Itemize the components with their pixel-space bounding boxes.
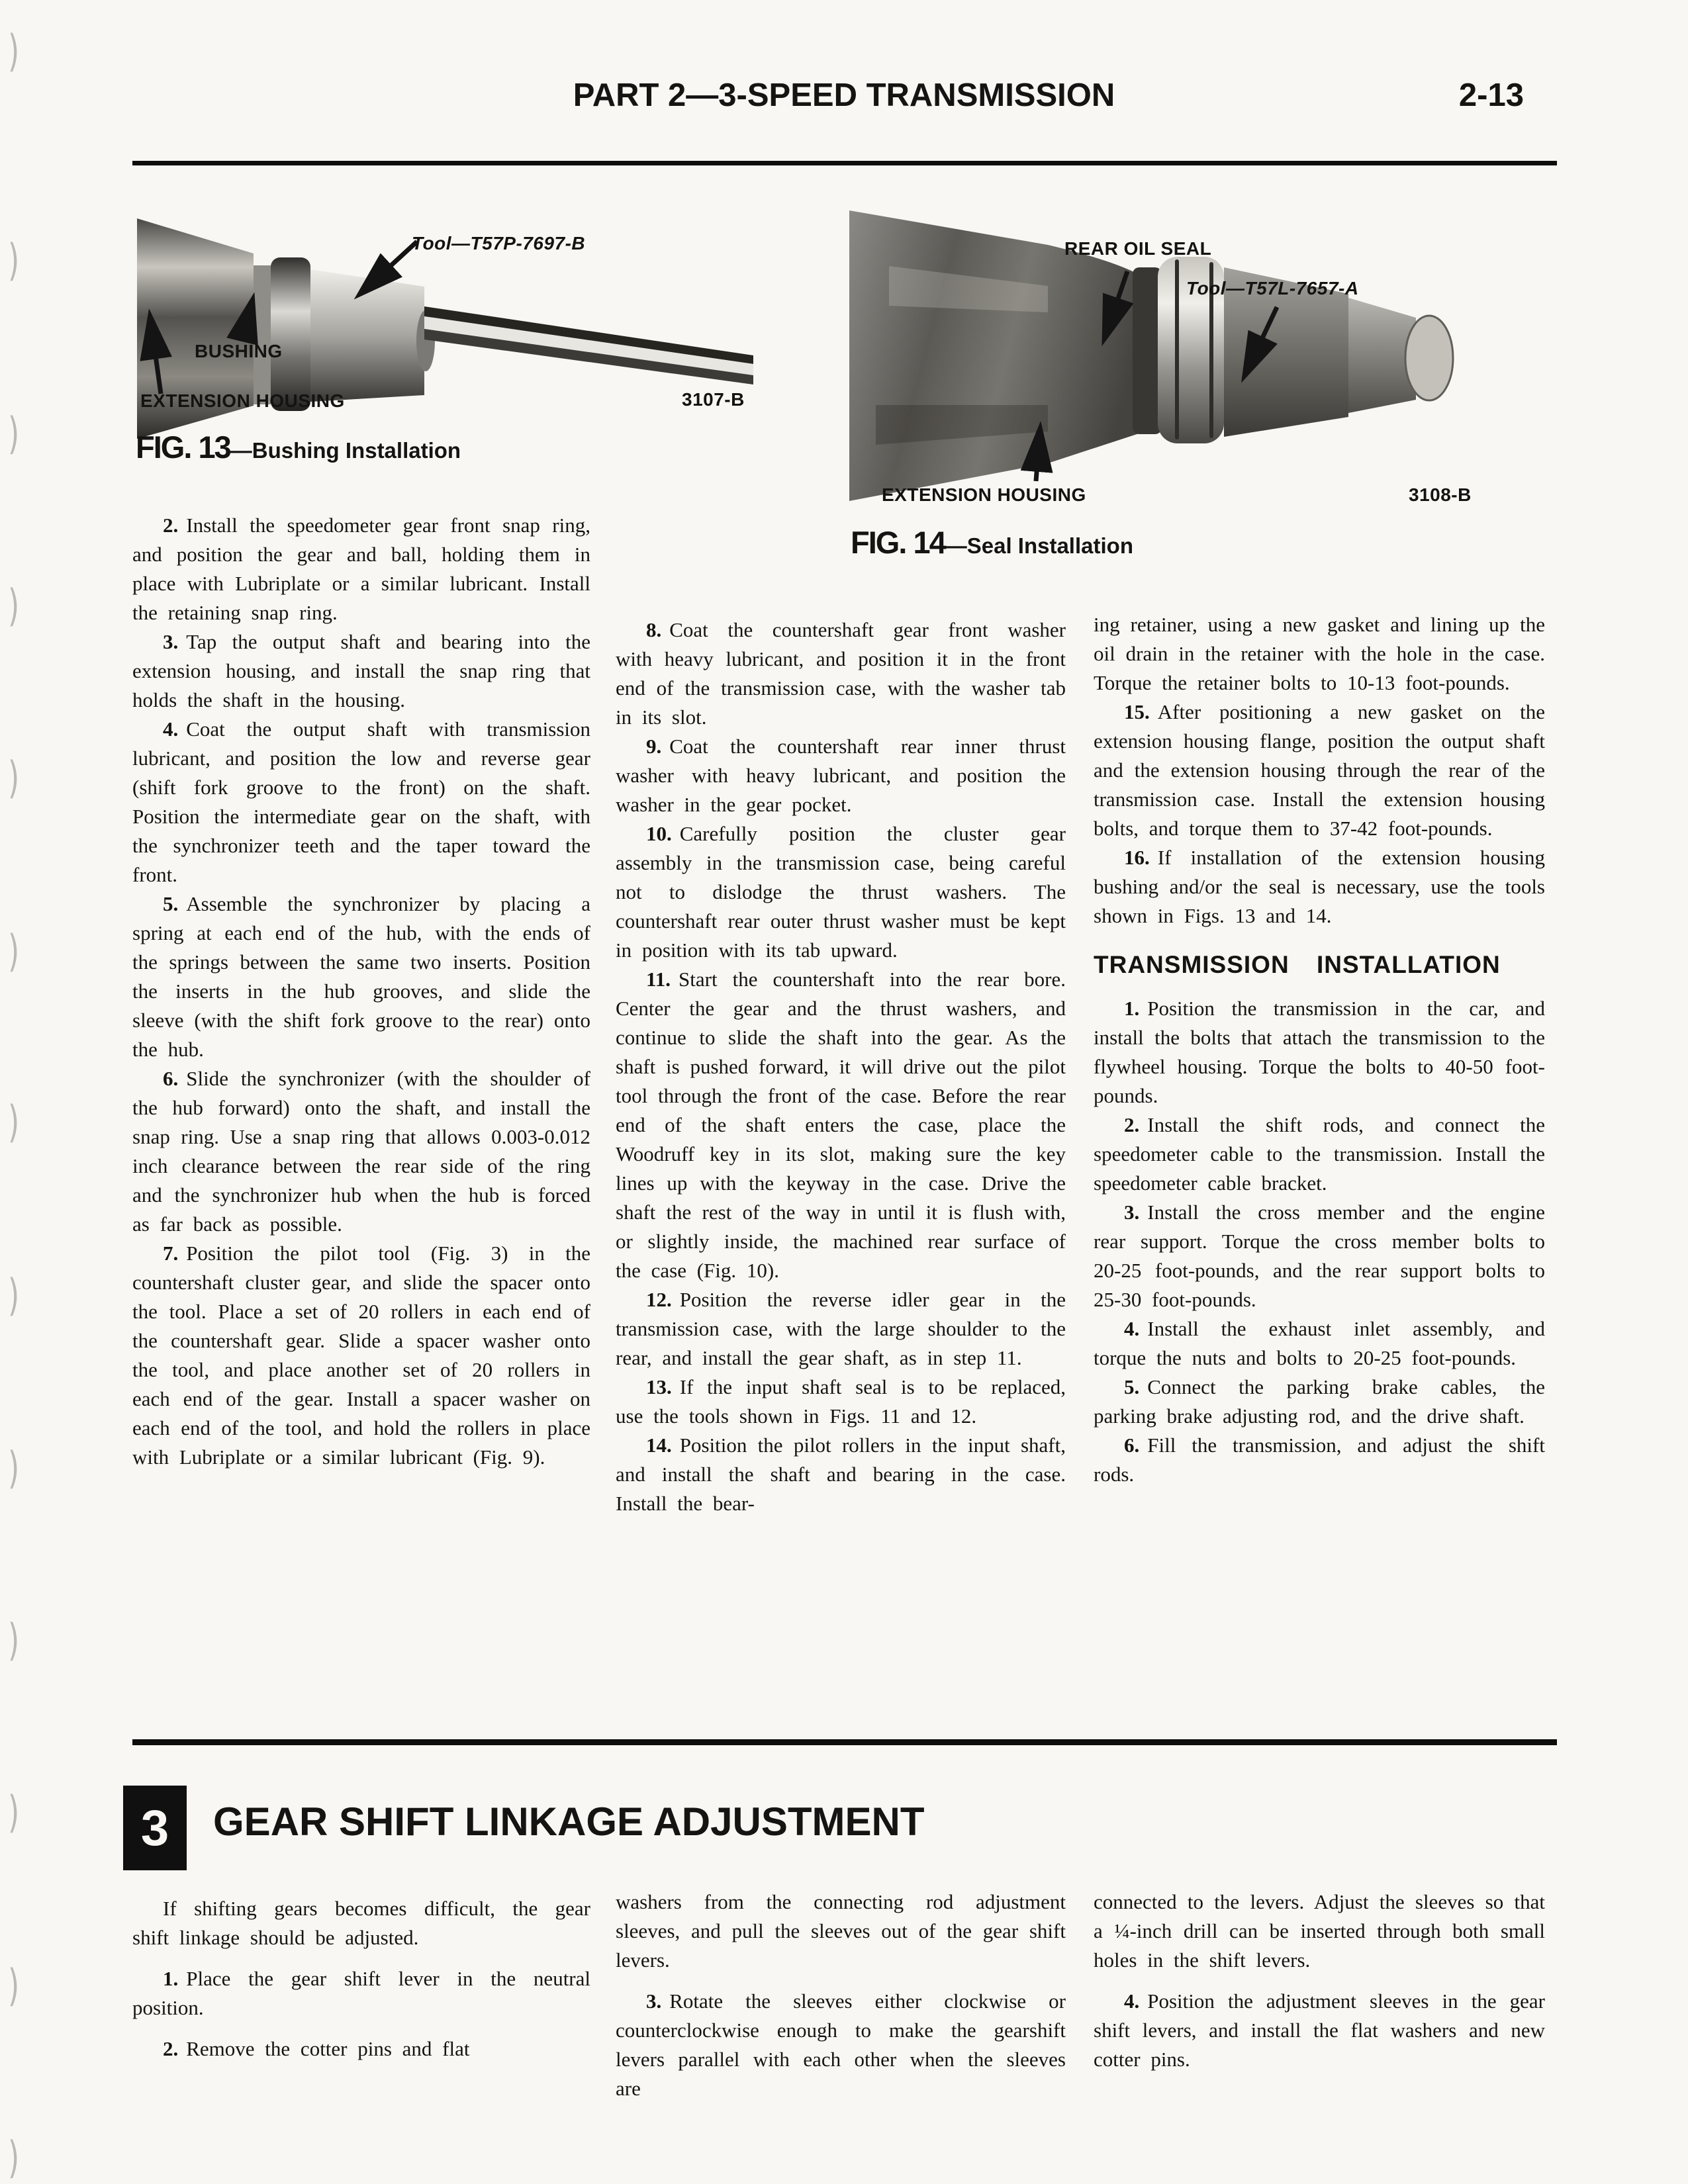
step-text: ing retainer, using a new gasket and lining up the oil drain in the retainer with the hole in the case. Torque the retainer bolts to 10-13 foot-pounds.: [1094, 613, 1545, 694]
step-text: Install the shift rods, and connect the speedometer cable to the transmission. Install the speedometer cable bracket.: [1094, 1113, 1545, 1195]
step-text: Start the countershaft into the rear bore. Center the gear and the thrust washers, and continue to slide the shaft into the gear. As the shaft is pushed forward, it will drive out the pilot tool through the front of the case. Before the rear end of the shaft enters the case, place the Woodruff key in its slot, making sure the key lines up with the keyway in the case. Drive the shaft the rest of the way in until it is flush with, or slightly inside, the machined rear surface of the case (Fig. 10).: [616, 968, 1066, 1282]
step-paragraph: [132, 1964, 590, 2023]
step-number: 8.: [646, 618, 662, 641]
figure-13-caption: [136, 429, 461, 465]
step-number: 7.: [163, 1242, 179, 1265]
binding-mark: ): [8, 235, 20, 286]
figure-13-title: —Bushing Installation: [230, 438, 461, 463]
step-text: Fill the transmission, and adjust the shift rods.: [1094, 1433, 1545, 1486]
step-number: 10.: [646, 822, 672, 845]
step-text: connected to the levers. Adjust the sleeves so that a ¼-inch drill can be inserted through both small holes in the shift levers.: [1094, 1890, 1545, 1972]
binding-mark: ): [8, 580, 20, 631]
tool-shaft-shape: [424, 306, 753, 385]
binding-mark: ): [8, 26, 20, 77]
figure-14-caption: [851, 524, 1133, 561]
step-number: 11.: [646, 968, 671, 991]
step-paragraph: [616, 1987, 1066, 2103]
step-number: 4.: [1124, 1317, 1140, 1340]
binding-mark: ): [8, 408, 20, 459]
step-text: If installation of the extension housing bushing and/or the seal is necessary, use the tools shown in Figs. 13 and 14.: [1094, 846, 1545, 927]
step-text: Coat the countershaft rear inner thrust washer with heavy lubricant, and position the washer in the gear pocket.: [616, 735, 1066, 816]
figure-14-number: FIG. 14: [851, 525, 945, 560]
step-number: 2.: [163, 514, 179, 537]
header-rule: [132, 161, 1557, 165]
step-number: 3.: [163, 630, 179, 653]
step-number: 13.: [646, 1375, 672, 1398]
step-text: Tap the output shaft and bearing into the extension housing, and install the snap ring that holds the shaft in the housing.: [132, 630, 590, 711]
step-paragraph: [132, 1894, 590, 1952]
step-paragraph: [132, 511, 590, 627]
step-number: 1.: [163, 1967, 179, 1990]
figure-13-number: FIG. 13: [136, 430, 230, 465]
column-bottom-right: [1094, 1888, 1545, 2086]
step-paragraph: [1094, 698, 1545, 843]
figure-13-bushing-label: BUSHING: [195, 341, 283, 361]
section-number-box: 3: [123, 1786, 187, 1870]
page-title: PART 2—3-SPEED TRANSMISSION: [573, 77, 1115, 113]
step-number: 2.: [1124, 1113, 1140, 1136]
column-top-right: [1094, 610, 1545, 1489]
driver-collar-shape: [271, 257, 310, 411]
column-bottom-middle: [616, 1888, 1066, 2115]
step-paragraph: [1094, 843, 1545, 931]
binding-mark: ): [8, 926, 20, 977]
step-paragraph: [1094, 1198, 1545, 1314]
step-paragraph: [616, 819, 1066, 965]
column-bottom-left: [132, 1894, 590, 2075]
step-number: 12.: [646, 1288, 672, 1311]
step-paragraph: [132, 2034, 590, 2064]
step-paragraph: [616, 615, 1066, 732]
step-paragraph: [1094, 994, 1545, 1111]
binding-mark: ): [8, 752, 20, 803]
binding-mark: ): [8, 1443, 20, 1494]
figure-14-rear-oil-seal-label: REAR OIL SEAL: [1064, 238, 1212, 259]
step-text: If the input shaft seal is to be replaced, use the tools shown in Figs. 11 and 12.: [616, 1375, 1066, 1428]
step-paragraph: [132, 1064, 590, 1239]
step-paragraph: [1094, 1888, 1545, 1975]
step-paragraph: [1094, 1987, 1545, 2074]
step-text: Position the adjustment sleeves in the gear shift levers, and install the flat washers and new cotter pins.: [1094, 1989, 1545, 2071]
column-top-right-part2: [1094, 994, 1545, 1489]
step-number: 16.: [1124, 846, 1150, 869]
step-paragraph: [1094, 1314, 1545, 1373]
figure-14-photo-code: 3108-B: [1409, 484, 1472, 505]
step-text: After positioning a new gasket on the extension housing flange, position the output shaft and the extension housing through the rear of the transmission case. Install the extension housing bolts, and torque them to 37-42 foot-pounds.: [1094, 700, 1545, 840]
step-paragraph: [1094, 1373, 1545, 1431]
figure-14-extension-housing-label: EXTENSION HOUSING: [882, 484, 1086, 505]
step-text: Position the pilot rollers in the input shaft, and install the shaft and bearing in the case. Install the bear-: [616, 1433, 1066, 1515]
step-paragraph: [1094, 1431, 1545, 1489]
step-paragraph: [616, 1373, 1066, 1431]
figure-13-photo-code: 3107-B: [682, 389, 745, 410]
binding-mark: ): [8, 1787, 20, 1838]
step-number: 1.: [1124, 997, 1140, 1020]
step-paragraph: [616, 1285, 1066, 1373]
step-text: Install the speedometer gear front snap ring, and position the gear and ball, holding them in place with Lubriplate or a similar lubricant. Install the retaining snap ring.: [132, 514, 590, 624]
binding-mark: ): [8, 1960, 20, 2011]
binding-mark: ): [8, 2132, 20, 2183]
step-number: 4.: [1124, 1989, 1140, 2013]
step-paragraph: [616, 732, 1066, 819]
binding-mark: ): [8, 1270, 20, 1321]
step-number: 3.: [646, 1989, 662, 2013]
step-text: washers from the connecting rod adjustment sleeves, and pull the sleeves out of the gear shift levers.: [616, 1890, 1066, 1972]
figure-14-tool-label: Tool—T57L-7657-A: [1186, 278, 1359, 298]
step-paragraph: [132, 627, 590, 715]
step-text: Position the reverse idler gear in the transmission case, with the large shoulder to the rear, and install the gear shaft, as in step 11.: [616, 1288, 1066, 1369]
step-text: Rotate the sleeves either clockwise or counterclockwise enough to make the gearshift levers parallel with each other when the sleeves are: [616, 1989, 1066, 2100]
step-number: 5.: [1124, 1375, 1140, 1398]
step-text: Carefully position the cluster gear assembly in the transmission case, being careful not to dislodge the thrust washers. The countershaft rear outer thrust washer must be kept in position with its tab upward.: [616, 822, 1066, 962]
step-number: 14.: [646, 1433, 672, 1457]
figure-13-tool-label: Tool—T57P-7697-B: [412, 233, 586, 253]
step-text: Coat the countershaft gear front washer with heavy lubricant, and position it in the front end of the transmission case, with the washer tab in its slot.: [616, 618, 1066, 729]
step-text: If shifting gears becomes difficult, the gear shift linkage should be adjusted.: [132, 1897, 590, 1949]
step-text: Slide the synchronizer (with the shoulder of the hub forward) onto the shaft, and install the snap ring. Use a snap ring that allows 0.003-0.012 inch clearance between the rear side of the ring and the synchronizer hub when the hub is forced as far back as possible.: [132, 1067, 590, 1236]
step-text: Assemble the synchronizer by placing a spring at each end of the hub, with the ends of the springs between the same two inserts. Position the inserts in the hub grooves, and slide the sleeve (with the shift fork groove to the rear) onto the hub.: [132, 892, 590, 1061]
step-text: Coat the output shaft with transmission lubricant, and position the low and reverse gear (shift fork groove to the front) on the shaft. Position the intermediate gear on the shaft, with the synchronizer teeth and the taper toward the front.: [132, 717, 590, 886]
column-top-right-part1: [1094, 610, 1545, 931]
column-top-middle: [616, 615, 1066, 1518]
step-paragraph: [616, 1431, 1066, 1518]
step-number: 4.: [163, 717, 179, 741]
section-divider-rule: [132, 1739, 1557, 1745]
step-paragraph: [616, 965, 1066, 1285]
step-number: 2.: [163, 2037, 179, 2060]
step-number: 9.: [646, 735, 662, 758]
step-text: Remove the cotter pins and flat: [186, 2037, 470, 2060]
step-paragraph: [132, 715, 590, 889]
binding-mark: ): [8, 1615, 20, 1666]
step-paragraph: [616, 1888, 1066, 1975]
binding-mark: ): [8, 1097, 20, 1148]
step-number: 5.: [163, 892, 179, 915]
step-number: 6.: [1124, 1433, 1140, 1457]
transmission-installation-heading: TRANSMISSION INSTALLATION: [1094, 951, 1501, 978]
page-number: 2-13: [1458, 77, 1524, 113]
step-paragraph: [1094, 1111, 1545, 1198]
figure-14-title: —Seal Installation: [945, 533, 1133, 558]
step-number: 3.: [1124, 1201, 1140, 1224]
step-text: Install the exhaust inlet assembly, and torque the nuts and bolts to 20-25 foot-pounds.: [1094, 1317, 1545, 1369]
step-paragraph: [132, 889, 590, 1064]
step-paragraph: [1094, 610, 1545, 698]
step-text: Position the transmission in the car, and install the bolts that attach the transmission to the flywheel housing. Torque the bolts to 40-50 foot-pounds.: [1094, 997, 1545, 1107]
step-text: Place the gear shift lever in the neutral position.: [132, 1967, 590, 2019]
step-text: Connect the parking brake cables, the parking brake adjusting rod, and the drive shaft.: [1094, 1375, 1545, 1428]
step-paragraph: [132, 1239, 590, 1472]
step-text: Position the pilot tool (Fig. 3) in the countershaft cluster gear, and slide the spacer onto the tool. Place a set of 20 rollers in each end of the countershaft gear. Slide a spacer washer onto the tool, and place another set of 20 rollers in each end of the gear. Install a spacer washer on each end of the tool, and hold the rollers in place with Lubriplate or a similar lubricant (Fig. 9).: [132, 1242, 590, 1469]
step-text: Install the cross member and the engine rear support. Torque the cross member bolts to 20-25 foot-pounds, and the rear support bolts to 25-30 foot-pounds.: [1094, 1201, 1545, 1311]
column-top-left: [132, 511, 590, 1472]
bushing-shape: [254, 265, 271, 404]
section-title: GEAR SHIFT LINKAGE ADJUSTMENT: [213, 1799, 925, 1844]
step-number: 6.: [163, 1067, 179, 1090]
figure-13-extension-housing-label: EXTENSION HOUSING: [140, 390, 345, 411]
step-number: 15.: [1124, 700, 1150, 723]
